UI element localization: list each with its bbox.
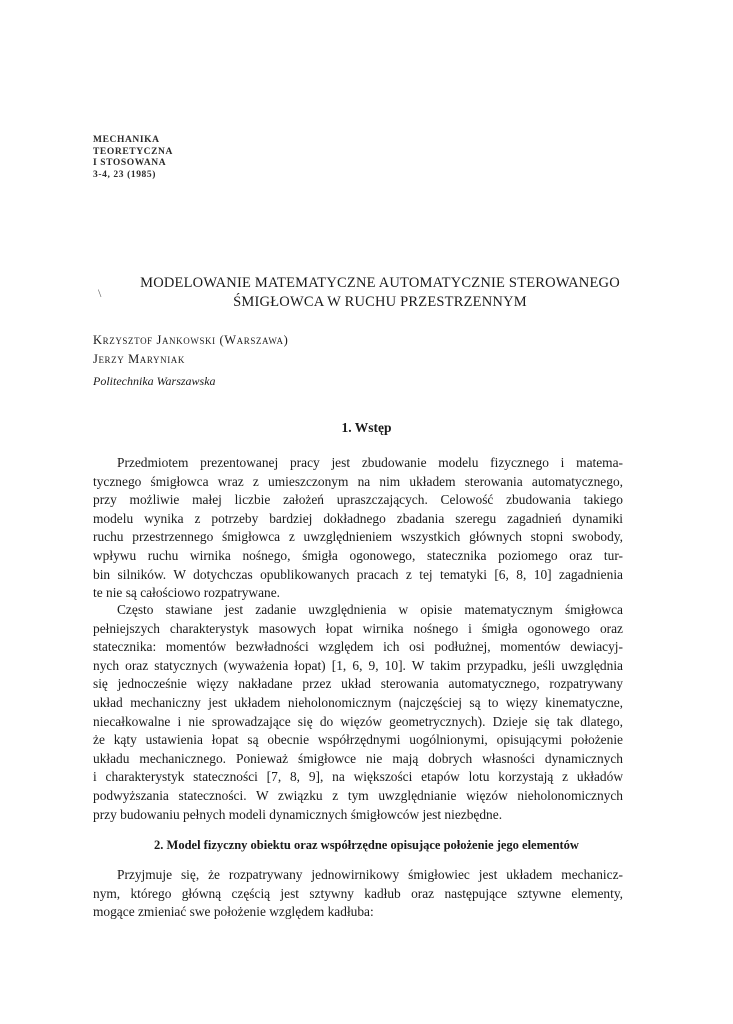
margin-mark: \ bbox=[98, 286, 102, 300]
journal-issue: 3-4, 23 (1985) bbox=[93, 169, 157, 180]
section-2-heading: 2. Model fizyczny obiektu oraz współrzędne opisujące położenie jego elementów bbox=[154, 838, 579, 852]
text-line: tycznego śmigłowca wraz z umieszczonym na nim układem sterowania automatycznego, bbox=[93, 473, 623, 489]
text-line: przy budowaniu pełnych modeli dynamicznych śmigłowców jest niezbędne. bbox=[93, 806, 503, 822]
text-line: mogące zmieniać swe położenie względem kadłuba: bbox=[93, 904, 374, 920]
author-2: Jerzy Maryniak bbox=[93, 352, 186, 366]
text-line: nych oraz statycznych (wyważenia łopat) [1, 6, 9, 10]. W takim przypadku, jeśli uwzględnia bbox=[93, 657, 623, 673]
text-line: wpływu ruchu wirnika nośnego, śmigła ogonowego, statecznika poziomego oraz tur- bbox=[93, 547, 623, 563]
text-line: że kąty ustawienia łopat są obecnie współrzędnymi uogólnionymi, opisującymi położenie bbox=[93, 732, 623, 748]
text-line: modelu wynika z potrzeby bardziej dokładnego zbadania szeregu zagadnień dynamiki bbox=[93, 510, 623, 526]
journal-name-line2: TEORETYCZNA bbox=[93, 146, 173, 157]
text-line: Przedmiotem prezentowanej pracy jest zbudowanie modelu fizycznego i matema- bbox=[117, 455, 623, 470]
journal-name-line3: I STOSOWANA bbox=[93, 158, 167, 168]
journal-name-line1: MECHANIKA bbox=[93, 135, 160, 145]
text-line: niecałkowalne i nie sprowadzające się do więzów geometrycznych). Dzieje się tak dlatego, bbox=[93, 713, 623, 729]
author-1: Krzysztof Jankowski (Warszawa) bbox=[93, 333, 289, 347]
text-line: nym, którego główną częścią jest sztywny kadłub oraz następujące sztywne elementy, bbox=[93, 885, 623, 901]
title-line2: ŚMIGŁOWCA W RUCHU PRZESTRZENNYM bbox=[233, 294, 527, 310]
text-line: układ mechaniczny jest układem nieholonomicznym (najczęściej są to więzy kinematyczne, bbox=[93, 694, 623, 710]
paper-title bbox=[100, 274, 660, 312]
text-line: Przyjmuje się, że rozpatrywany jednowirnikowy śmigłowiec jest układem mechanicz- bbox=[117, 867, 623, 882]
text-line: ruchu przestrzennego śmigłowca z uwzględnieniem wszystkich głównych stopni swobody, bbox=[93, 529, 623, 545]
authors bbox=[93, 331, 288, 369]
text-line: i charakterystyk stateczności [7, 8, 9], na większości etapów lotu korzystają z układów bbox=[93, 769, 623, 785]
text-line: podwyższania stateczności. W związku z tym uwzględnianie więzów nieholonomicznych bbox=[93, 787, 623, 803]
section-1-heading: 1. Wstęp bbox=[341, 420, 392, 435]
text-line: się jednocześnie więzy nakładane przez układ sterowania automatycznego, rozpatrywany bbox=[93, 676, 623, 692]
text-line: bin silników. W dotychczas opublikowanych pracach z tej tematyki [6, 8, 10] zagadnienia bbox=[93, 566, 623, 582]
text-line: Często stawiane jest zadanie uwzględnienia w opisie matematycznym śmigłowca bbox=[117, 602, 623, 617]
text-line: pełniejszych charakterystyk masowych łopat wirnika nośnego i śmigła ogonowego oraz bbox=[93, 620, 623, 636]
section-2-paragraph-1 bbox=[93, 866, 623, 922]
text-line: statecznika: momentów bezwładności względem ich osi podłużnej, momentów dewiacyj- bbox=[93, 639, 623, 655]
section-1-paragraph-2 bbox=[93, 601, 623, 824]
title-line1: MODELOWANIE MATEMATYCZNE AUTOMATYCZNIE STEROWANEGO bbox=[140, 275, 620, 291]
text-line: układu mechanicznego. Ponieważ śmigłowce nie mają dobrych własności dynamicznych bbox=[93, 750, 623, 766]
section-1-paragraph-1 bbox=[93, 454, 623, 603]
text-line: te nie są całościowo rozpatrywane. bbox=[93, 585, 281, 601]
journal-info bbox=[93, 135, 173, 181]
affiliation: Politechnika Warszawska bbox=[93, 374, 216, 388]
text-line: przy możliwie małej liczbie założeń upraszczających. Celowość zbudowania takiego bbox=[93, 492, 623, 508]
